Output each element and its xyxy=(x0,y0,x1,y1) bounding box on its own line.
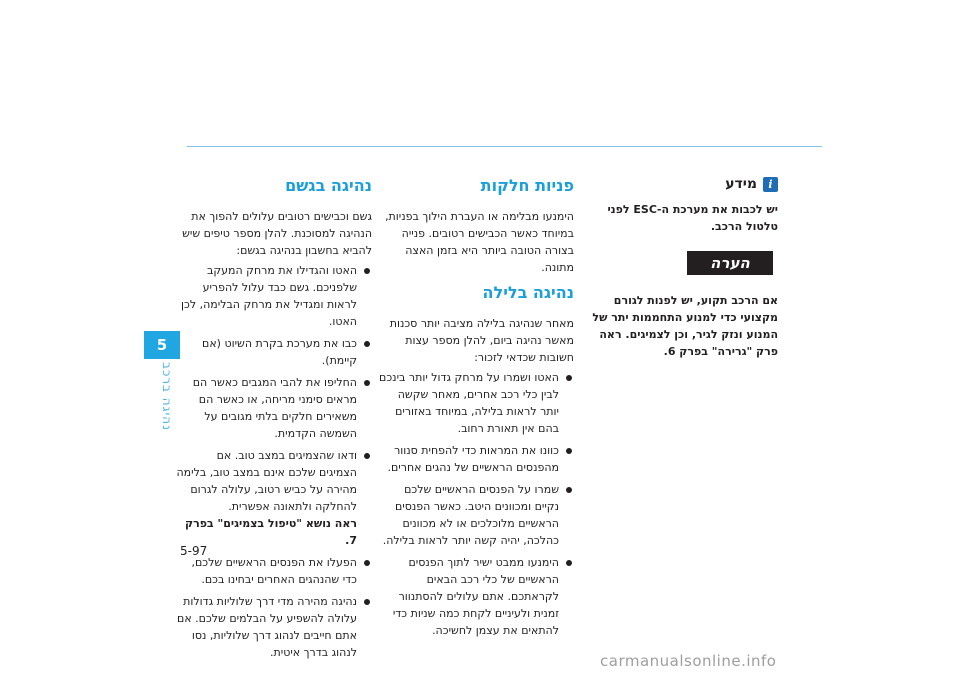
list-item: האטו ושמרו על מרחק גדול יותר בינכם לבין כלי רכב אחרים, מאחר שקשה יותר לראות בלילה, במיוחד באזורים בהם אין תאורת רחוב. xyxy=(378,369,574,437)
slippery-night-column xyxy=(378,175,574,644)
bullet-icon xyxy=(364,560,370,566)
list-item: כבו את מערכת בקרת השיוט (אם קיימת). xyxy=(176,335,372,369)
rain-driving-list xyxy=(176,262,372,661)
list-item: האטו והגדילו את מרחק המעקב שלפניכם. גשם כבד עלול להפריע לראות ומגדיל את מרחק הבלימה, לכן האטו. xyxy=(176,262,372,330)
list-item: הימנעו ממבט ישיר לתוך הפנסים הראשיים של כלי רכב הבאים לקראתכם. אתם עלולים להסתנוור זמנית ולעיניים לקחת כמה שניות כדי להתאים את עצמן לחשיכה. xyxy=(378,554,574,639)
info-text: יש לכבות את מערכת ה-ESC לפני טלטול הרכב. xyxy=(607,203,778,233)
list-item: ודאו שהצמיגים במצב טוב. אם הצמיגים שלכם אינם במצב טוב, בלימה מהירה על כביש רטוב, עלולה לגרום להחלקה ולתאונה אפשרית. ראה נושא "טיפול בצמיגים" בפרק 7. xyxy=(176,447,372,549)
bullet-icon xyxy=(364,268,370,274)
slippery-curves-intro: הימנעו מבלימה או העברת הילוך בפניות, במיוחד כאשר הכבישים רטובים. פנייה בצורה הטובה ביותר היא בזמן האצה מתונה. xyxy=(385,210,574,274)
bullet-icon xyxy=(566,375,572,381)
night-driving-intro: מאחר שנהיגה בלילה מציבה יותר סכנות מאשר נהיגה ביום, להלן מספר עצות חשובות שכדאי לזכור: xyxy=(389,317,574,364)
bullet-icon xyxy=(364,380,370,386)
bullet-icon xyxy=(364,453,370,459)
tire-care-reference: ראה נושא "טיפול בצמיגים" בפרק 7. xyxy=(184,517,357,547)
rain-driving-heading: נהיגה בגשם xyxy=(285,176,372,195)
info-title: מידע xyxy=(725,175,757,192)
chapter-tab[interactable]: 5 xyxy=(144,331,180,359)
warning-label: הערה xyxy=(687,251,773,275)
watermark: carmanualsonline.info xyxy=(600,652,777,670)
page-number: 5-97 xyxy=(180,544,208,558)
list-item: החליפו את להבי המגבים כאשר הם מראים סימני מריחה, או כאשר הם משאירים חלקים בלתי מגובים על השמשה הקדמית. xyxy=(176,374,372,442)
bullet-icon xyxy=(364,599,370,605)
info-column xyxy=(582,175,778,363)
bullet-icon xyxy=(364,341,370,347)
bullet-icon xyxy=(566,487,572,493)
night-driving-heading: נהיגה בלילה xyxy=(482,283,574,302)
slippery-curves-heading: פניות חלקות xyxy=(480,176,574,195)
bullet-icon xyxy=(566,448,572,454)
night-driving-list xyxy=(378,369,574,639)
list-item: כוונו את המראות כדי להפחית סנוור מהפנסים הראשיים של נהגים אחרים. xyxy=(378,442,574,476)
info-header xyxy=(582,175,778,193)
info-icon: i xyxy=(763,177,778,192)
warning-text: אם הרכב תקוע, יש לפנות לגורם מקצועי כדי למנוע התחממות יתר של המנוע ונזק לגיר, וכן לצמיגים. ראה פרק "גרירה" בפרק 6. xyxy=(592,294,778,358)
list-item: נהיגה מהירה מדי דרך שלוליות גדולות עלולה להשפיע על הבלמים שלכם. אם אתם חייבים לנהוג דרך שלוליות, נסו לנהוג בדרך איטית. xyxy=(176,593,372,661)
list-item: שמרו על הפנסים הראשיים שלכם נקיים ומכוונים היטב. כאשר הפנסים הראשיים מלוכלכים או לא מכוונים כהלכה, יהיה קשה יותר לראות בלילה. xyxy=(378,481,574,549)
rain-driving-intro: גשם וכבישים רטובים עלולים להפוך את הנהיגה למסוכנת. להלן מספר טיפים שיש להביא בחשבון בנהיגה בגשם: xyxy=(182,210,372,257)
bullet-icon xyxy=(566,560,572,566)
chapter-label: נהיגה ברכב xyxy=(160,362,174,431)
list-item: הפעלו את הפנסים הראשיים שלכם, כדי שהנהגים האחרים יבחינו בכם. xyxy=(176,554,372,588)
rain-column xyxy=(176,175,372,666)
header-rule xyxy=(187,146,822,147)
